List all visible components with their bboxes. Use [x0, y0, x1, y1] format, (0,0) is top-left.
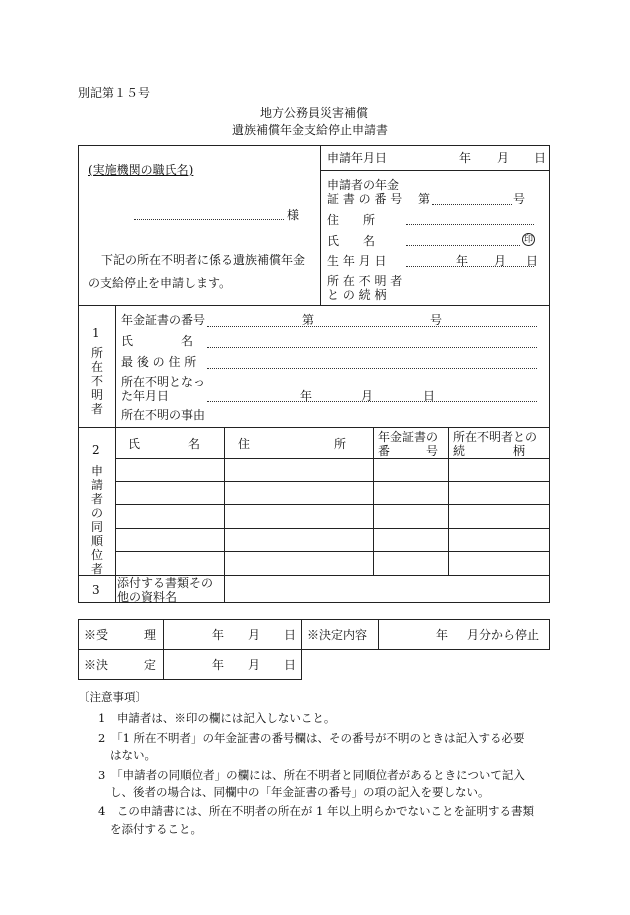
section2-header-bottom — [115, 458, 550, 459]
section2-col-divider-1 — [224, 427, 225, 575]
s1-day: 日 — [423, 389, 436, 403]
section2-col-divider-3 — [448, 427, 449, 575]
note-4b: を添付すること。 — [110, 822, 202, 836]
receipt-year: 年 — [212, 628, 225, 642]
name-line[interactable] — [406, 245, 520, 246]
office-col-divider-3 — [378, 619, 379, 650]
birth-day: 日 — [526, 254, 539, 268]
note-3a: 3 「申請者の同順位者」の欄には、所在不明者と同順位者があるときについて記入 — [98, 768, 525, 782]
birth-year: 年 — [456, 254, 469, 268]
cert-number-line[interactable] — [432, 204, 512, 205]
decision-day: 日 — [284, 658, 297, 672]
note-2b: はない。 — [110, 748, 156, 762]
birth-label: 生 年 月 日 — [327, 254, 387, 268]
top-divider-vertical — [320, 145, 321, 305]
seal-stamp: 印 — [523, 235, 533, 245]
decision-content-label: ※決定内容 — [307, 628, 368, 642]
section2-row-line-2 — [115, 504, 550, 505]
s1-last-address-line[interactable] — [207, 368, 537, 369]
note-3b: し、後者の場合は、同欄中の「年金証書の番号」の項の記入を要しない。 — [110, 785, 490, 799]
decision-year: 年 — [212, 658, 225, 672]
receipt-label: ※受 理 — [84, 628, 157, 642]
section3-label-1: 添付する書類その — [117, 576, 214, 590]
section1-vertical-title: 所在不明者 — [90, 346, 103, 416]
section3-value-divider — [224, 575, 225, 603]
main-form-frame — [78, 145, 550, 603]
note-2a: 2 「1 所在不明者」の年金証書の番号欄は、その番号が不明のときは記入する必要 — [98, 731, 525, 745]
section2-vertical-title: 申請者の同順位者 — [90, 464, 103, 576]
top-right-line-1 — [320, 170, 550, 171]
s1-cert-label: 年金証書の番号 — [121, 313, 206, 327]
s2-col-name: 氏 名 — [128, 437, 201, 451]
decision-month: 月 — [248, 658, 261, 672]
s1-missing-date-1: 所在不明となっ — [121, 375, 206, 389]
agency-label: (実施機関の職氏名) — [88, 163, 194, 177]
apply-year: 年 — [459, 151, 472, 165]
cert-go: 号 — [513, 192, 526, 206]
apply-date-label: 申請年月日 — [327, 151, 388, 165]
agency-dotted-line[interactable] — [134, 219, 284, 220]
note-4a: 4 この申請書には、所在不明者の所在が 1 年以上明らかでないことを証明する書類 — [98, 804, 534, 818]
cert-dai: 第 — [418, 192, 431, 206]
s2-col-cert-1: 年金証書の — [378, 430, 439, 444]
receipt-day: 日 — [284, 628, 297, 642]
stop-text: 月分から停止 — [467, 628, 540, 642]
address-label: 住 所 — [327, 213, 376, 227]
s1-name-line[interactable] — [207, 347, 537, 348]
s1-name-label: 氏 名 — [121, 334, 194, 348]
request-text-line-1: 下記の所在不明者に係る遺族補償年金 — [101, 253, 306, 267]
title-line-2: 遺族補償年金支給停止申請書 — [232, 123, 389, 137]
apply-month: 月 — [497, 151, 510, 165]
s2-col-address: 住 所 — [238, 437, 347, 451]
section2-row-line-4 — [115, 551, 550, 552]
relation-label-2: と の 続 柄 — [327, 288, 387, 302]
request-text-line-2: の支給停止を申請します。 — [88, 276, 232, 290]
birth-line[interactable] — [406, 266, 534, 267]
section2-number: 2 — [92, 443, 100, 457]
office-col-divider-2 — [301, 619, 302, 650]
office-col-divider-1 — [163, 619, 164, 680]
s1-cert-line[interactable] — [207, 326, 537, 327]
apply-day: 日 — [534, 151, 547, 165]
address-line[interactable] — [406, 224, 534, 225]
s1-reason-label: 所在不明の事由 — [121, 408, 206, 422]
s1-month: 月 — [361, 389, 374, 403]
stop-year: 年 — [436, 628, 449, 642]
s1-year: 年 — [300, 389, 313, 403]
section3-left-divider — [115, 575, 116, 603]
s1-go: 号 — [430, 313, 443, 327]
section2-col-divider-2 — [373, 427, 374, 575]
section3-label-2: 他の資料名 — [117, 590, 178, 604]
relation-label-1: 所 在 不 明 者 — [327, 274, 403, 288]
cert-label-2: 証 書 の 番 号 — [327, 192, 403, 206]
birth-month: 月 — [494, 254, 507, 268]
title-line-1: 地方公務員災害補償 — [260, 106, 369, 120]
decision-label: ※決 定 — [84, 658, 157, 672]
s2-col-relation-2: 続 柄 — [453, 444, 526, 458]
name-label: 氏 名 — [327, 234, 376, 248]
s1-last-address-label: 最 後 の 住 所 — [121, 355, 197, 369]
s1-dai: 第 — [302, 313, 315, 327]
section2-row-line-3 — [115, 528, 550, 529]
s2-col-relation-1: 所在不明者との — [453, 430, 538, 444]
cert-label-1: 申請者の年金 — [327, 178, 400, 192]
note-1: 1 申請者は、※印の欄には記入しないこと。 — [98, 711, 336, 725]
receipt-month: 月 — [248, 628, 261, 642]
sama-label: 様 — [287, 208, 300, 222]
section3-number: 3 — [92, 583, 100, 597]
section1-number: 1 — [92, 326, 100, 340]
section2-row-line-1 — [115, 481, 550, 482]
notes-heading: 〔注意事項〕 — [78, 690, 147, 704]
section2-top-line — [78, 427, 550, 428]
form-number: 別記第１５号 — [78, 86, 151, 100]
section1-left-divider — [115, 305, 116, 427]
section2-left-divider — [115, 427, 116, 575]
section1-top-line — [78, 305, 550, 306]
s1-missing-date-2: た年月日 — [121, 389, 170, 403]
s2-col-cert-2: 番 号 — [378, 444, 439, 458]
